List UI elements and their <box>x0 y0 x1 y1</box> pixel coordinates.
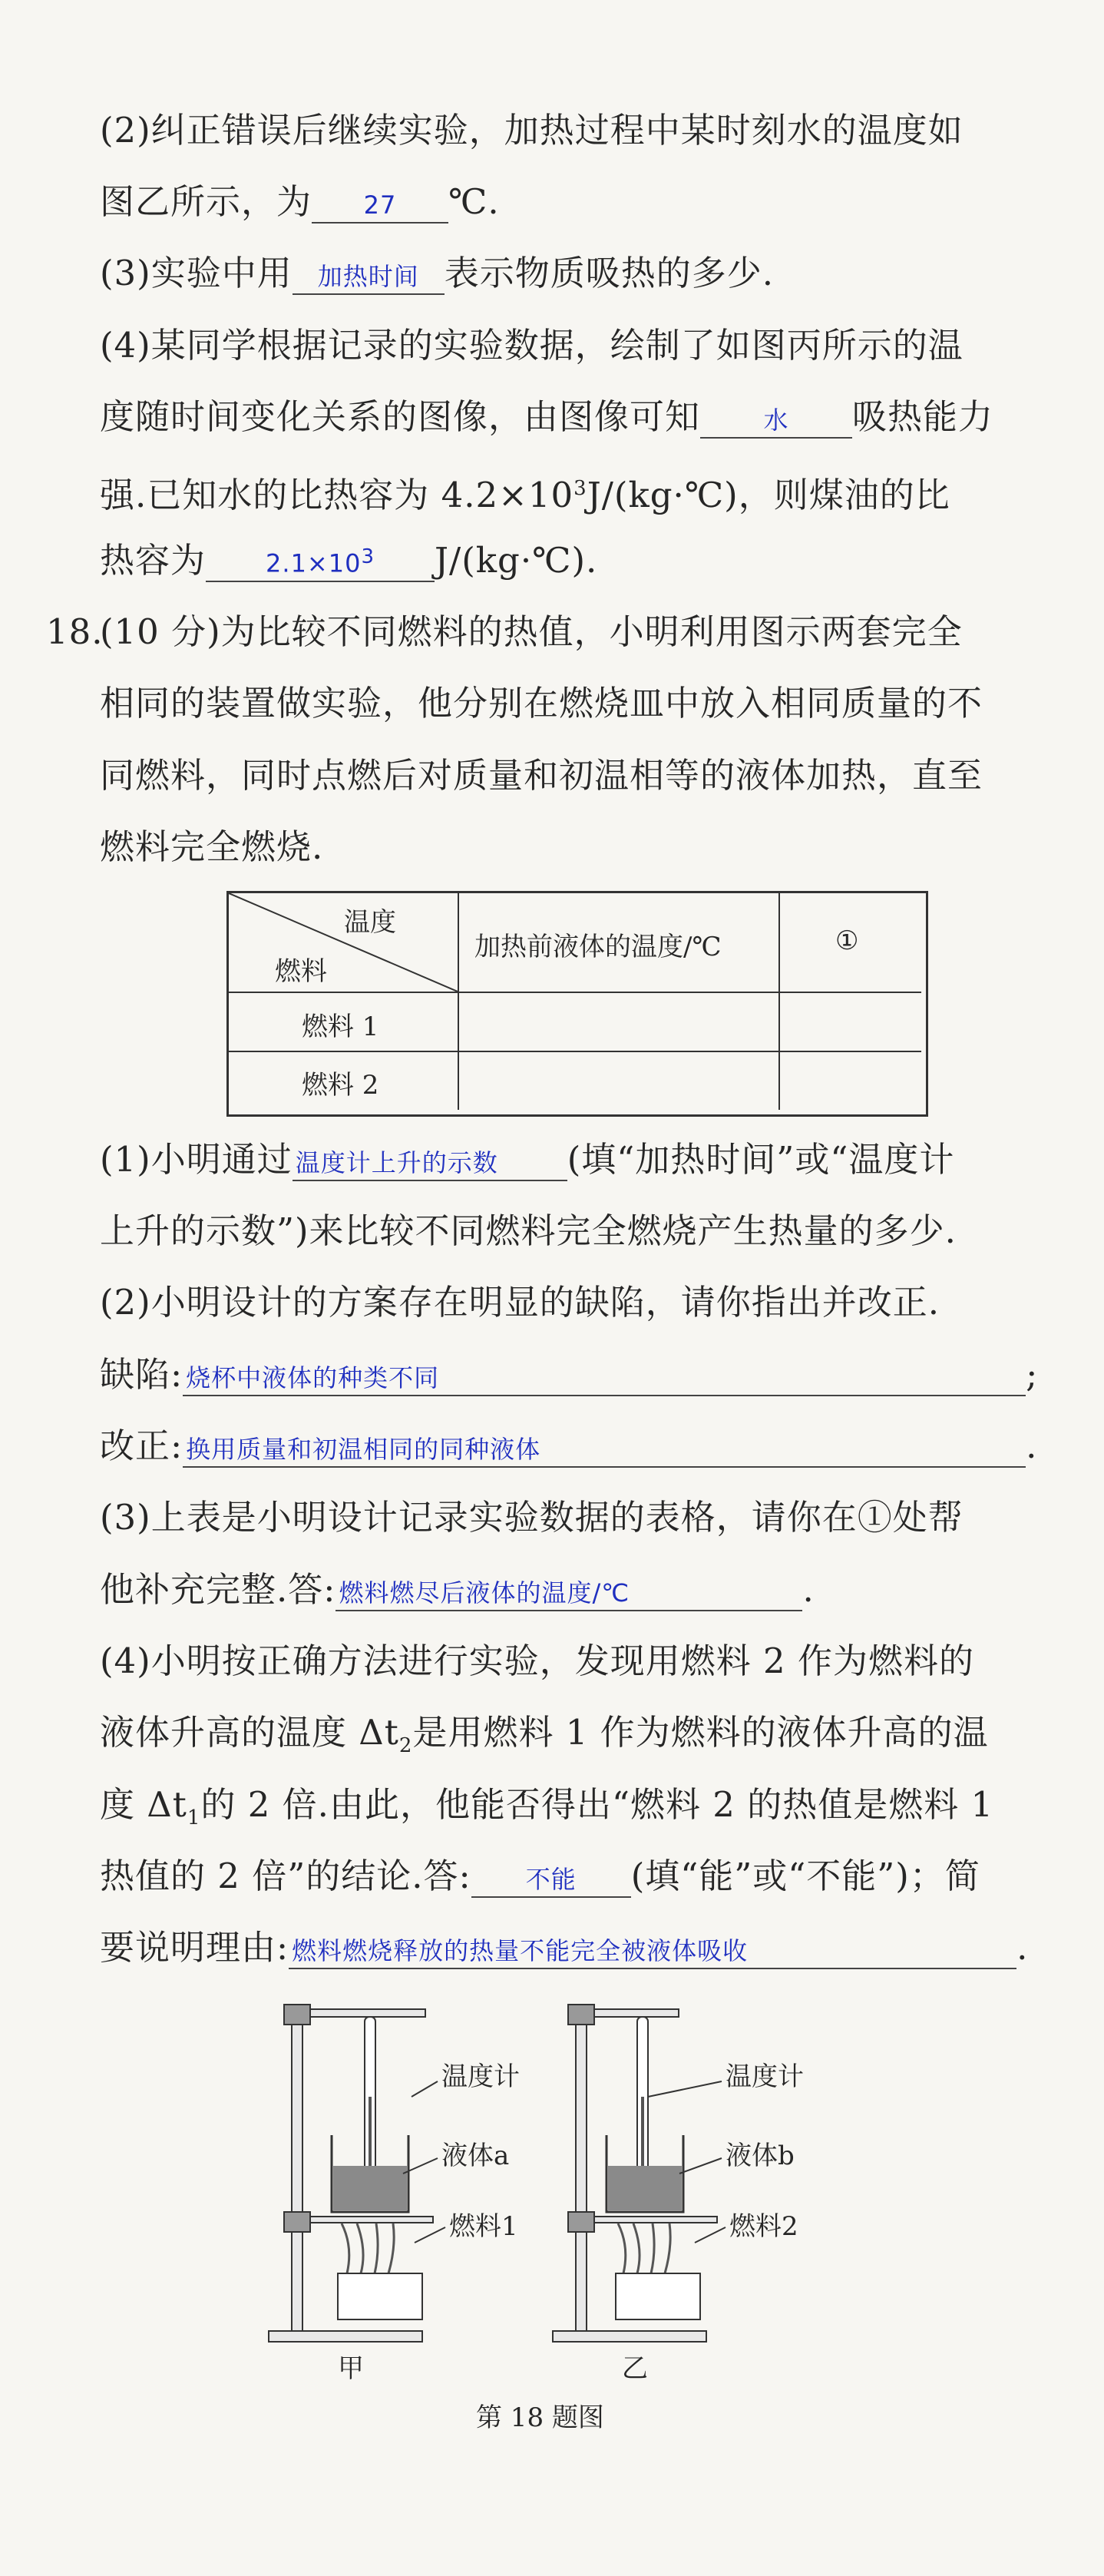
q18-answer-table-column[interactable]: 燃料燃尽后液体的温度/℃ <box>335 1576 802 1611</box>
q18-sub2-line: (2)小明设计的方案存在明显的缺陷，请你指出并改正. <box>100 1282 940 1323</box>
q17-answer-specific-heat[interactable]: $2.1\times 10^3$ <box>206 540 435 582</box>
q17-part4-line3: 强.已知水的比热容为 $4.2\times 10^3J/(kg\cdot℃)$，则煤油的比 <box>100 475 950 515</box>
q18-sub4-line1: (4)小明按正确方法进行实验，发现用燃料 2 作为燃料的 <box>100 1641 974 1681</box>
q18-answer-reason[interactable]: 燃料燃烧释放的热量不能完全被液体吸收 <box>289 1934 1016 1969</box>
table-diagonal-line <box>229 893 458 992</box>
q18-fix-line: 改正: 换用质量和初温相同的同种液体 . <box>100 1425 1038 1466</box>
q18-sub4-line2: 液体升高的温度 $\Delta t_2$是用燃料 1 作为燃料的液体升高的温 <box>100 1712 989 1757</box>
q17-part2-line1: (2)纠正错误后继续实验，加热过程中某时刻水的温度如 <box>100 110 964 151</box>
label-fuel-1: 燃料1 <box>449 2211 518 2242</box>
table-col-blank-1: ① <box>835 925 859 956</box>
q18-sub4-line3: 度 $\Delta t_1$的 2 倍.由此，他能否得出“燃料 2 的热值是燃料 1 <box>100 1784 994 1829</box>
q18-intro-line4: 燃料完全燃烧. <box>100 826 324 867</box>
q18-intro-line1: 18. (10 分)为比较不同燃料的热值，小明利用图示两套完全 <box>100 609 1058 655</box>
label-thermometer-a: 温度计 <box>441 2061 520 2092</box>
q17-part4-line1: (4)某同学根据记录的实验数据，绘制了如图丙所示的温 <box>100 325 964 366</box>
liquid-a <box>333 2166 407 2210</box>
q18-defect-line: 缺陷: 烧杯中液体的种类不同 ; <box>100 1354 1039 1395</box>
q18-answer-measure[interactable]: 温度计上升的示数 <box>293 1146 567 1181</box>
q18-sub1-line1: (1)小明通过 温度计上升的示数 (填“加热时间”或“温度计 <box>100 1139 955 1180</box>
label-jia: 甲 <box>338 2353 364 2381</box>
q18-intro-line2: 相同的装置做实验，他分别在燃烧皿中放入相同质量的不 <box>100 683 983 723</box>
table-header-fuel: 燃料 <box>275 956 327 987</box>
q17-answer-method[interactable]: 加热时间 <box>293 260 445 295</box>
q17-part4-line2: 度随时间变化关系的图像，由图像可知 水 吸热能力 <box>100 396 994 437</box>
q18-intro-line3: 同燃料，同时点燃后对质量和初温相等的液体加热，直至 <box>100 755 983 796</box>
q17-part2-line2: 图乙所示，为 27 ℃. <box>100 181 500 222</box>
liquid-b <box>608 2166 682 2210</box>
q17-answer-substance[interactable]: 水 <box>700 403 852 439</box>
label-thermometer-b: 温度计 <box>726 2061 804 2092</box>
apparatus-a <box>269 2005 445 2342</box>
q17-part3-line: (3)实验中用 加热时间 表示物质吸热的多少. <box>100 253 775 293</box>
label-liquid-a: 液体a <box>441 2141 510 2171</box>
q18-answer-fix[interactable]: 换用质量和初温相同的同种液体 <box>183 1432 1026 1468</box>
q18-data-table <box>226 891 928 1117</box>
label-yi: 乙 <box>622 2353 648 2381</box>
experiment-apparatus-figure <box>261 1982 845 2381</box>
flame-b <box>618 2223 670 2273</box>
q18-sub4-line4: 热值的 2 倍”的结论.答: 不能 (填“能”或“不能”)；简 <box>100 1856 980 1896</box>
q18-answer-can-conclude[interactable]: 不能 <box>471 1862 631 1898</box>
q18-sub3-line1: (3)上表是小明设计记录实验数据的表格，请你在①处帮 <box>100 1497 964 1538</box>
burner-dish-b <box>616 2273 700 2319</box>
apparatus-b <box>553 2005 726 2342</box>
figure-caption: 第 18 题图 <box>476 2402 604 2433</box>
q18-sub3-line2: 他补充完整.答: 燃料燃尽后液体的温度/℃ . <box>100 1569 815 1610</box>
label-fuel-2: 燃料2 <box>729 2211 798 2242</box>
q17-part4-line4: 热容为 $2.1\times 10^3$ J/(kg·℃). <box>100 540 598 581</box>
flame-a <box>342 2223 394 2273</box>
table-header-temperature: 温度 <box>344 907 396 938</box>
label-liquid-b: 液体b <box>726 2141 795 2171</box>
burner-dish-a <box>338 2273 422 2319</box>
q18-sub4-line5: 要说明理由: 燃料燃烧释放的热量不能完全被液体吸收 . <box>100 1927 1029 1968</box>
table-row-fuel-2: 燃料 2 <box>302 1070 379 1101</box>
q18-number: 18. <box>46 611 104 652</box>
table-row-fuel-1: 燃料 1 <box>302 1012 379 1042</box>
table-col-initial-temp: 加热前液体的温度/℃ <box>474 932 722 962</box>
q18-answer-defect[interactable]: 烧杯中液体的种类不同 <box>183 1361 1026 1396</box>
q18-sub1-line2: 上升的示数”)来比较不同燃料完全燃烧产生热量的多少. <box>100 1210 957 1251</box>
q17-answer-temperature[interactable]: 27 <box>312 188 448 223</box>
